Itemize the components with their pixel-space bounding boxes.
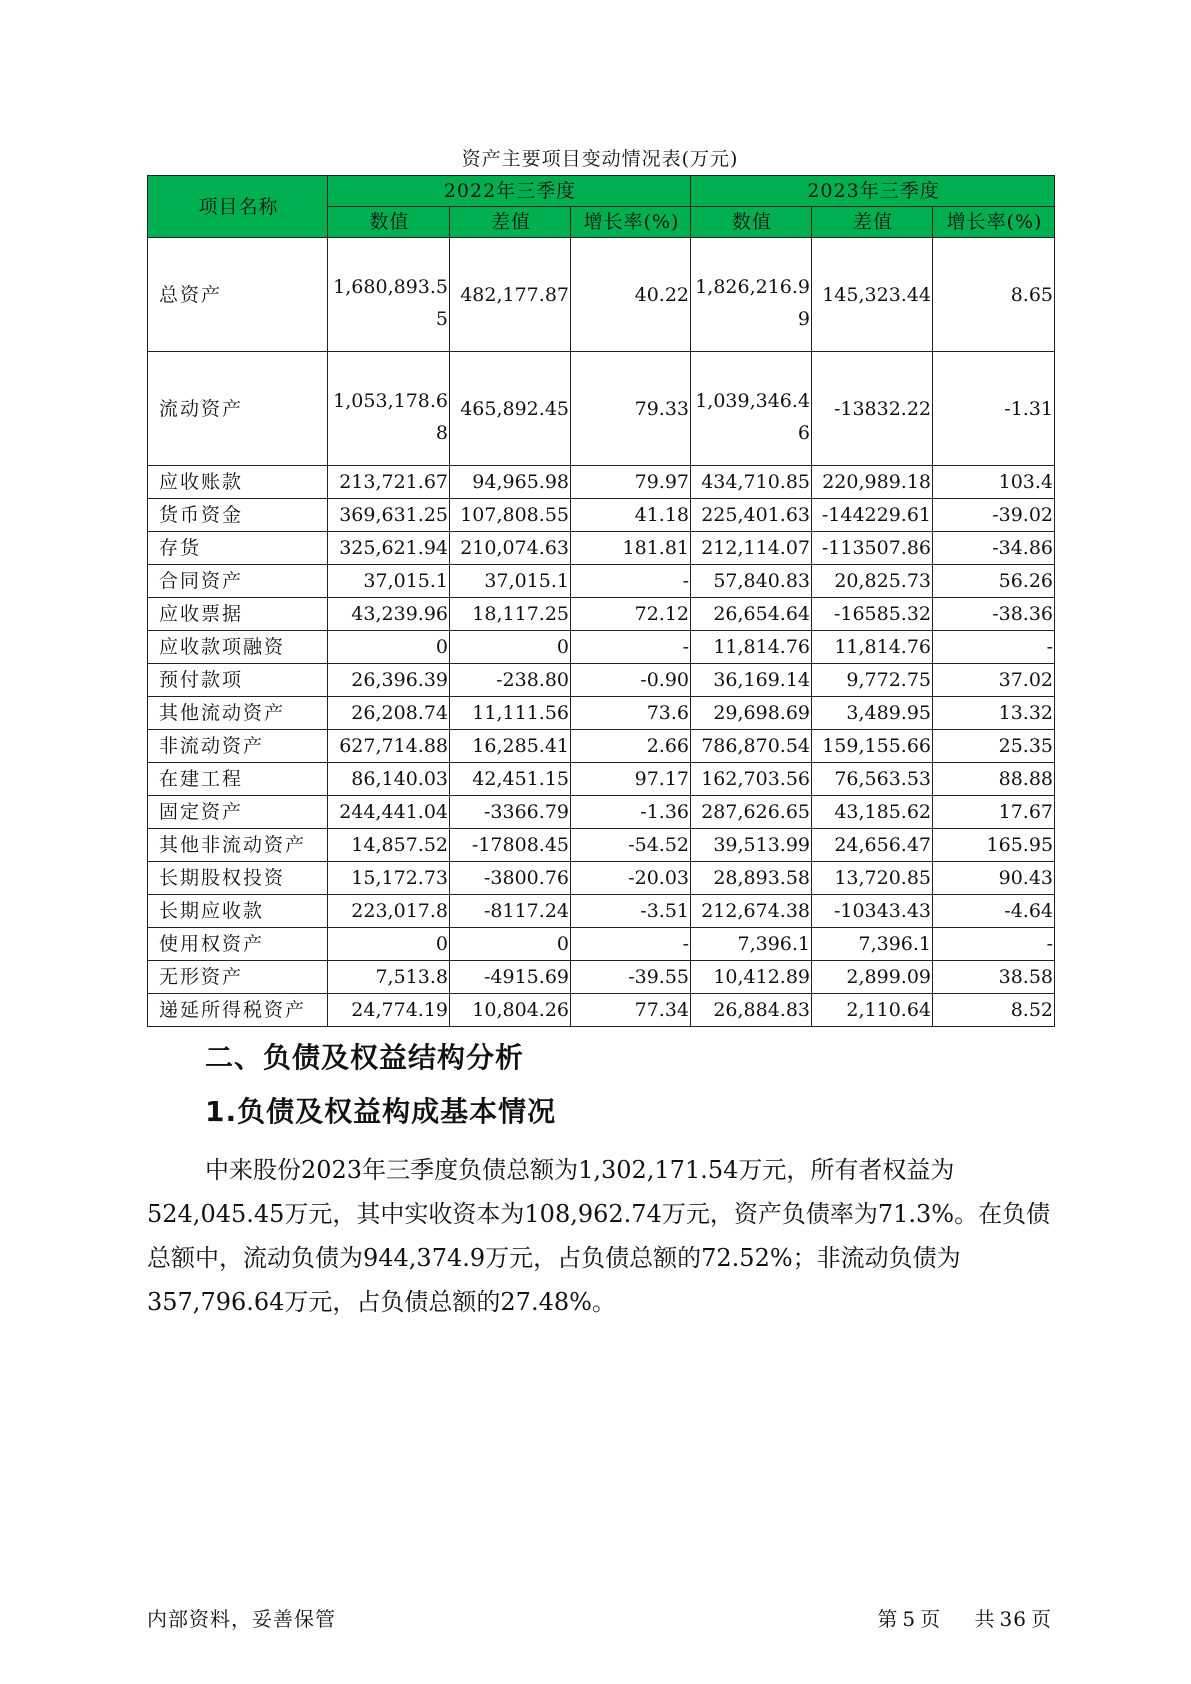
cell-growth-2023: 88.88 (933, 763, 1055, 796)
table-row (148, 697, 1055, 730)
cell-growth-2023: 8.65 (933, 238, 1055, 352)
cell-growth-2023: 165.95 (933, 829, 1055, 862)
table-row (148, 796, 1055, 829)
cell-value-2023: 29,698.69 (691, 697, 812, 730)
cell-growth-2023: 13.32 (933, 697, 1055, 730)
cell-diff-2023: 76,563.53 (812, 763, 933, 796)
cell-growth-2022: 97.17 (571, 763, 691, 796)
cell-value-2022: 244,441.04 (328, 796, 450, 829)
cell-diff-2022: -3800.76 (450, 862, 571, 895)
row-item-name: 使用权资产 (148, 928, 328, 961)
cell-value-2022: 26,396.39 (328, 664, 450, 697)
footer-confidential-note: 内部资料，妥善保管 (147, 1607, 336, 1631)
cell-growth-2023: 37.02 (933, 664, 1055, 697)
cell-value-2023: 225,401.63 (691, 499, 812, 532)
cell-growth-2023: 25.35 (933, 730, 1055, 763)
cell-diff-2022: 11,111.56 (450, 697, 571, 730)
cell-diff-2022: 18,117.25 (450, 598, 571, 631)
cell-diff-2023: -10343.43 (812, 895, 933, 928)
section-heading: 二、负债及权益结构分析 (205, 1041, 525, 1074)
row-item-name: 长期应收款 (148, 895, 328, 928)
cell-growth-2023: -38.36 (933, 598, 1055, 631)
cell-diff-2022: 210,074.63 (450, 532, 571, 565)
row-item-name: 流动资产 (148, 352, 328, 466)
table-row (148, 994, 1055, 1027)
row-item-name: 其他流动资产 (148, 697, 328, 730)
asset-change-table (147, 175, 1055, 1027)
cell-growth-2023: - (933, 631, 1055, 664)
cell-diff-2023: -144229.61 (812, 499, 933, 532)
cell-diff-2022: 42,451.15 (450, 763, 571, 796)
cell-diff-2023: 2,899.09 (812, 961, 933, 994)
cell-diff-2023: 13,720.85 (812, 862, 933, 895)
cell-growth-2023: 17.67 (933, 796, 1055, 829)
cell-growth-2022: -39.55 (571, 961, 691, 994)
footer-total-unit: 页 (1031, 1607, 1052, 1631)
cell-diff-2022: -4915.69 (450, 961, 571, 994)
cell-growth-2023: 38.58 (933, 961, 1055, 994)
cell-value-2023: 1,826,216.99 (691, 238, 812, 352)
cell-value-2022: 1,053,178.68 (328, 352, 450, 466)
cell-growth-2022: - (571, 928, 691, 961)
cell-value-2022: 15,172.73 (328, 862, 450, 895)
cell-diff-2023: 20,825.73 (812, 565, 933, 598)
header-value-2022: 数值 (328, 207, 450, 238)
section-subheading: 1.负债及权益构成基本情况 (205, 1095, 557, 1128)
cell-growth-2023: 56.26 (933, 565, 1055, 598)
cell-value-2023: 212,674.38 (691, 895, 812, 928)
cell-diff-2022: 16,285.41 (450, 730, 571, 763)
cell-diff-2023: 11,814.76 (812, 631, 933, 664)
footer-page-unit: 页 (920, 1607, 942, 1631)
table-row (148, 829, 1055, 862)
header-item-name: 项目名称 (148, 176, 328, 238)
cell-diff-2023: 7,396.1 (812, 928, 933, 961)
cell-value-2023: 212,114.07 (691, 532, 812, 565)
cell-diff-2023: 159,155.66 (812, 730, 933, 763)
table-row (148, 532, 1055, 565)
cell-growth-2023: -4.64 (933, 895, 1055, 928)
header-growth-2022: 增长率(%) (571, 207, 691, 238)
cell-diff-2023: 9,772.75 (812, 664, 933, 697)
cell-diff-2022: 10,804.26 (450, 994, 571, 1027)
cell-growth-2022: -1.36 (571, 796, 691, 829)
cell-diff-2022: 0 (450, 928, 571, 961)
row-item-name: 存货 (148, 532, 328, 565)
cell-value-2022: 627,714.88 (328, 730, 450, 763)
cell-growth-2022: - (571, 631, 691, 664)
cell-value-2023: 434,710.85 (691, 466, 812, 499)
cell-growth-2022: 72.12 (571, 598, 691, 631)
row-item-name: 货币资金 (148, 499, 328, 532)
cell-value-2023: 786,870.54 (691, 730, 812, 763)
cell-growth-2023: -1.31 (933, 352, 1055, 466)
table-row (148, 238, 1055, 352)
cell-value-2023: 10,412.89 (691, 961, 812, 994)
row-item-name: 无形资产 (148, 961, 328, 994)
cell-diff-2023: -113507.86 (812, 532, 933, 565)
cell-value-2022: 213,721.67 (328, 466, 450, 499)
footer-page-info (875, 1603, 1054, 1632)
table-row (148, 466, 1055, 499)
row-item-name: 非流动资产 (148, 730, 328, 763)
cell-growth-2023: -34.86 (933, 532, 1055, 565)
cell-value-2022: 86,140.03 (328, 763, 450, 796)
cell-growth-2022: 41.18 (571, 499, 691, 532)
cell-value-2022: 26,208.74 (328, 697, 450, 730)
table-row (148, 928, 1055, 961)
cell-growth-2022: 40.22 (571, 238, 691, 352)
cell-value-2023: 26,884.83 (691, 994, 812, 1027)
cell-value-2022: 223,017.8 (328, 895, 450, 928)
row-item-name: 应收账款 (148, 466, 328, 499)
cell-diff-2022: 465,892.45 (450, 352, 571, 466)
cell-diff-2023: -13832.22 (812, 352, 933, 466)
cell-diff-2023: 43,185.62 (812, 796, 933, 829)
cell-diff-2022: 107,808.55 (450, 499, 571, 532)
cell-growth-2022: -20.03 (571, 862, 691, 895)
cell-growth-2022: 2.66 (571, 730, 691, 763)
cell-diff-2023: 145,323.44 (812, 238, 933, 352)
cell-growth-2022: 79.97 (571, 466, 691, 499)
cell-diff-2023: 220,989.18 (812, 466, 933, 499)
table-row (148, 598, 1055, 631)
cell-value-2022: 0 (328, 631, 450, 664)
cell-value-2023: 162,703.56 (691, 763, 812, 796)
header-diff-2022: 差值 (450, 207, 571, 238)
row-item-name: 预付款项 (148, 664, 328, 697)
cell-growth-2022: 73.6 (571, 697, 691, 730)
table-row (148, 895, 1055, 928)
header-period-2022: 2022年三季度 (328, 176, 691, 207)
cell-growth-2023: - (933, 928, 1055, 961)
cell-growth-2023: -39.02 (933, 499, 1055, 532)
cell-value-2023: 7,396.1 (691, 928, 812, 961)
body-paragraph-block (147, 1148, 1057, 1324)
table-row (148, 499, 1055, 532)
row-item-name: 应收票据 (148, 598, 328, 631)
cell-diff-2022: -8117.24 (450, 895, 571, 928)
table-body (148, 238, 1055, 1027)
table-caption: 资产主要项目变动情况表(万元) (461, 148, 739, 170)
cell-value-2022: 0 (328, 928, 450, 961)
row-item-name: 固定资产 (148, 796, 328, 829)
body-paragraph: 中来股份2023年三季度负债总额为1,302,171.54万元，所有者权益为524,045.45万元，其中实收资本为108,962.74万元，资产负债率为71.3%。在负债总额中，流动负债为944,374.9万元，占负债总额的72.52%；非流动负债为357,796.64万元，占负债总额的27.48%。 (147, 1156, 1051, 1316)
row-item-name: 总资产 (148, 238, 328, 352)
row-item-name: 应收款项融资 (148, 631, 328, 664)
table-row (148, 631, 1055, 664)
table-row (148, 862, 1055, 895)
cell-diff-2023: 24,656.47 (812, 829, 933, 862)
cell-diff-2023: 3,489.95 (812, 697, 933, 730)
cell-value-2023: 57,840.83 (691, 565, 812, 598)
row-item-name: 在建工程 (148, 763, 328, 796)
footer-page-prefix: 第 (877, 1607, 899, 1631)
table-row (148, 565, 1055, 598)
table-row (148, 961, 1055, 994)
cell-diff-2022: 94,965.98 (450, 466, 571, 499)
row-item-name: 长期股权投资 (148, 862, 328, 895)
table-row (148, 664, 1055, 697)
cell-diff-2023: -16585.32 (812, 598, 933, 631)
cell-value-2023: 287,626.65 (691, 796, 812, 829)
cell-diff-2022: -17808.45 (450, 829, 571, 862)
cell-diff-2022: 37,015.1 (450, 565, 571, 598)
cell-growth-2022: 181.81 (571, 532, 691, 565)
header-growth-2023: 增长率(%) (933, 207, 1055, 238)
cell-value-2022: 7,513.8 (328, 961, 450, 994)
footer-total-prefix: 共 (974, 1607, 996, 1631)
table-row (148, 730, 1055, 763)
footer-total-pages: 36 (999, 1607, 1027, 1631)
cell-value-2022: 14,857.52 (328, 829, 450, 862)
cell-value-2022: 369,631.25 (328, 499, 450, 532)
cell-growth-2022: 79.33 (571, 352, 691, 466)
cell-value-2023: 28,893.58 (691, 862, 812, 895)
cell-value-2022: 24,774.19 (328, 994, 450, 1027)
row-item-name: 合同资产 (148, 565, 328, 598)
cell-diff-2022: -3366.79 (450, 796, 571, 829)
cell-growth-2022: -54.52 (571, 829, 691, 862)
cell-value-2023: 1,039,346.46 (691, 352, 812, 466)
asset-table-wrapper (147, 175, 1054, 1027)
cell-value-2023: 36,169.14 (691, 664, 812, 697)
cell-growth-2023: 8.52 (933, 994, 1055, 1027)
cell-growth-2023: 90.43 (933, 862, 1055, 895)
cell-value-2023: 26,654.64 (691, 598, 812, 631)
cell-diff-2022: -238.80 (450, 664, 571, 697)
footer-page-number: 5 (902, 1607, 917, 1631)
cell-growth-2022: - (571, 565, 691, 598)
cell-growth-2022: 77.34 (571, 994, 691, 1027)
row-item-name: 其他非流动资产 (148, 829, 328, 862)
cell-diff-2022: 0 (450, 631, 571, 664)
table-row (148, 352, 1055, 466)
cell-value-2023: 11,814.76 (691, 631, 812, 664)
header-value-2023: 数值 (691, 207, 812, 238)
cell-value-2022: 1,680,893.55 (328, 238, 450, 352)
cell-value-2022: 43,239.96 (328, 598, 450, 631)
table-row (148, 763, 1055, 796)
cell-diff-2022: 482,177.87 (450, 238, 571, 352)
cell-diff-2023: 2,110.64 (812, 994, 933, 1027)
header-period-2023: 2023年三季度 (691, 176, 1055, 207)
cell-growth-2022: -3.51 (571, 895, 691, 928)
cell-value-2022: 325,621.94 (328, 532, 450, 565)
row-item-name: 递延所得税资产 (148, 994, 328, 1027)
header-diff-2023: 差值 (812, 207, 933, 238)
cell-value-2022: 37,015.1 (328, 565, 450, 598)
cell-growth-2022: -0.90 (571, 664, 691, 697)
cell-value-2023: 39,513.99 (691, 829, 812, 862)
cell-growth-2023: 103.4 (933, 466, 1055, 499)
